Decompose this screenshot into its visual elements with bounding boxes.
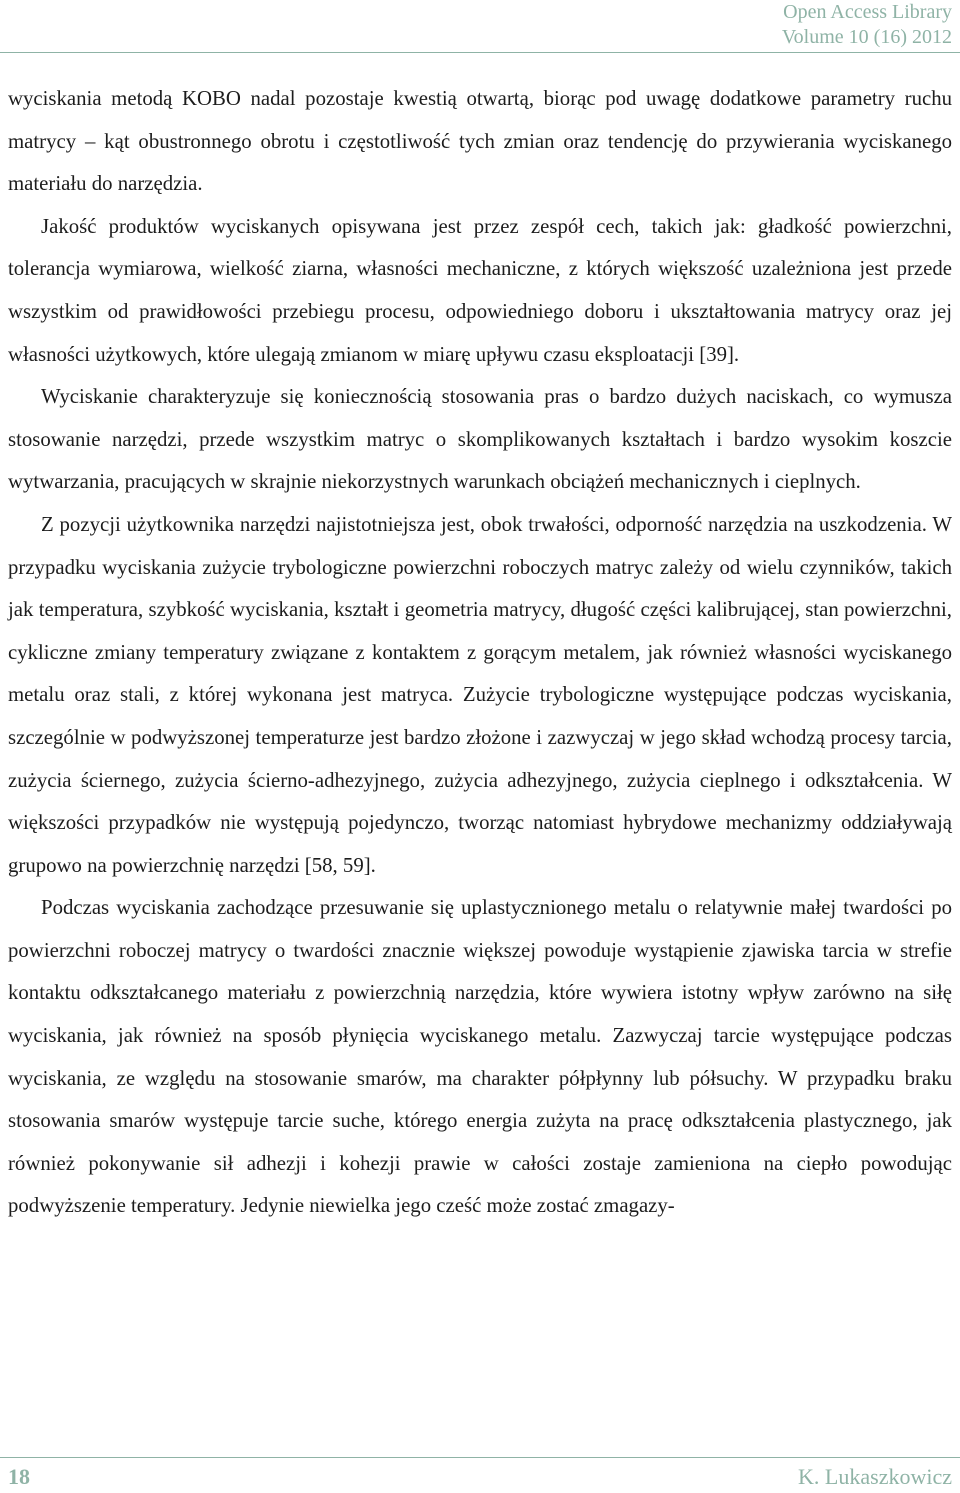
header-divider (0, 52, 960, 53)
paragraph: wyciskania metodą KOBO nadal pozostaje kwestią otwartą, biorąc pod uwagę dodatkowe parametry ruchu matrycy – kąt obustronnego obrotu i częstotliwość tych zmian oraz tendencję do przywierania wyciskanego materiału do narzędzia. (8, 87, 952, 196)
running-header (782, 0, 952, 50)
body-text (8, 78, 952, 1228)
paragraph: Jakość produktów wyciskanych opisywana jest przez zespół cech, takich jak: gładkość powierzchni, tolerancja wymiarowa, wielkość ziarna, własności mechaniczne, z których większość uzależniona jest przede wszystkim od prawidłowości przebiegu procesu, odpowiedniego doboru i ukształtowania matrycy oraz jej własności użytkowych, które ulegają zmianom w miarę upływu czasu eksploatacji [39]. (8, 214, 952, 366)
author-name: K. Lukaszkowicz (798, 1464, 952, 1489)
journal-volume: Volume 10 (16) 2012 (781, 26, 952, 48)
footer-divider (0, 1457, 960, 1458)
paragraph: Podczas wyciskania zachodzące przesuwanie się uplastycznionego metalu o relatywnie małej twardości po powierzchni roboczej matrycy o twardości znacznie większej powoduje wystąpienie zjawiska tarcia w strefie kontaktu odkształcanego materiału z powierzchnią narzędzia, które wywiera istotny wpływ zarówno na siłę wyciskania, jak również na sposób płynięcia wyciskanego metalu. Zazwyczaj tarcie występujące podczas wyciskania, ze względu na stosowanie smarów, ma charakter półpłynny lub półsuchy. W przypadku braku stosowania smarów występuje tarcie suche, którego energia zużyta na pracę odkształcenia plastycznego, jak również pokonywanie sił adhezji i kohezji prawie w całości zostaje zamieniona na ciepło powodując podwyższenie temperatury. Jedynie niewielka jego cześć może zostać zmagazy- (8, 896, 952, 1218)
paragraph: Wyciskanie charakteryzuje się koniecznością stosowania pras o bardzo dużych naciskach, co wymusza stosowanie narzędzi, przede wszystkim matryc o skomplikowanych kształtach i bardzo wysokim koszcie wytwarzania, pracujących w skrajnie niekorzystnych warunkach obciążeń mechanicznych i cieplnych. (8, 385, 952, 494)
paragraph: Z pozycji użytkownika narzędzi najistotniejsza jest, obok trwałości, odporność narzędzia na uszkodzenia. W przypadku wyciskania zużycie trybologiczne powierzchni roboczych matryc zależy od wielu czynników, takich jak temperatura, szybkość wyciskania, kształt i geometria matrycy, długość części kalibrującej, stan powierzchni, cykliczne zmiany temperatury związane z kontaktem z gorącym metalem, jak również własności wyciskanego metalu oraz stali, z której wykonana jest matryca. Zużycie trybologiczne występujące podczas wyciskania, szczególnie w podwyższonej temperaturze jest bardzo złożone i zazwyczaj w jego skład wchodzą procesy tarcia, zużycia ściernego, zużycia ścierno-adhezyjnego, zużycia adhezyjnego, zużycia cieplnego i odkształcenia. W większości przypadków nie występują pojedynczo, tworząc natomiast hybrydowe mechanizmy oddziaływają grupowo na powierzchnię narzędzi [58, 59]. (8, 512, 952, 877)
page-number: 18 (8, 1464, 30, 1489)
journal-title: Open Access Library (783, 1, 952, 23)
